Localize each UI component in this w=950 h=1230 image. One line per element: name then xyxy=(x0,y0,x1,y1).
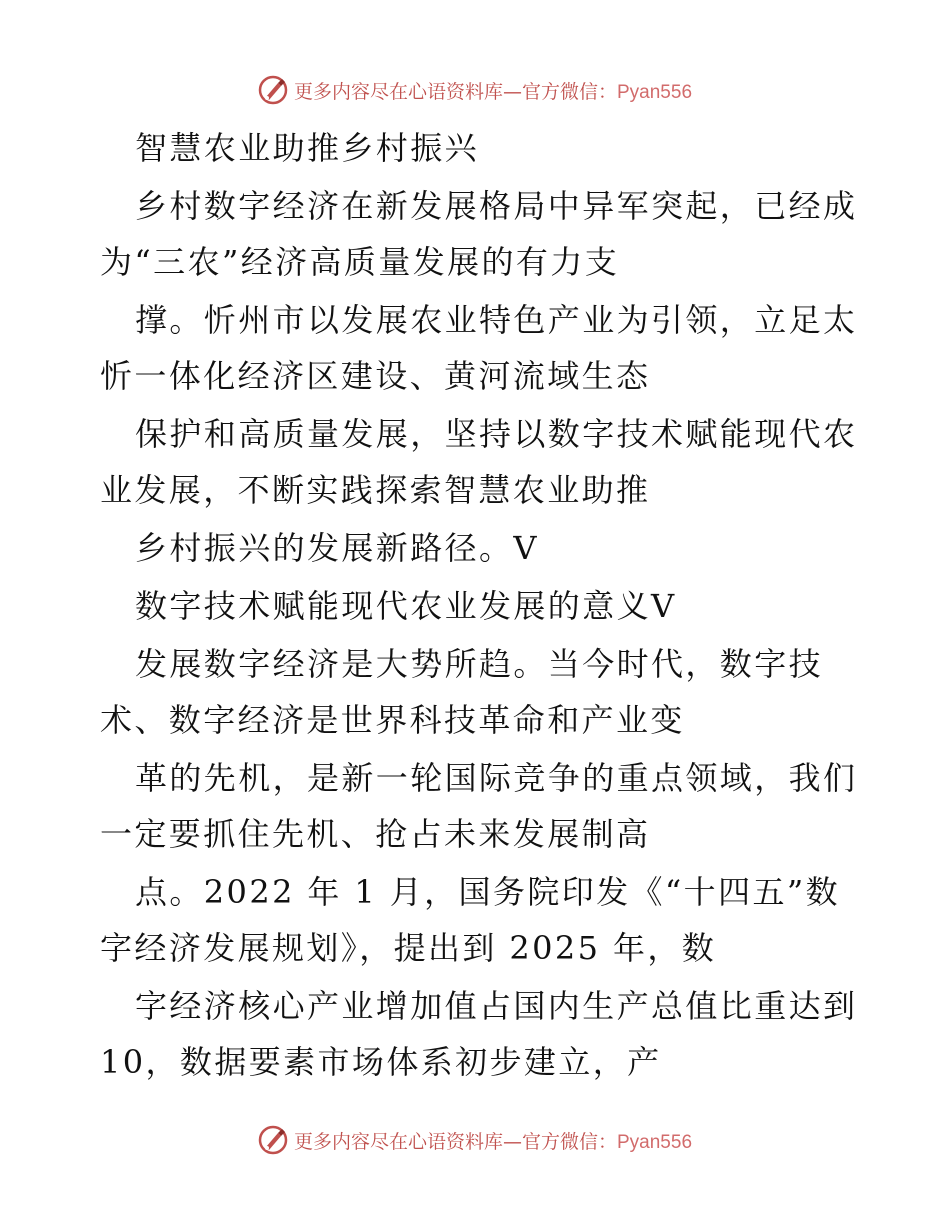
document-title: 智慧农业助推乡村振兴 xyxy=(135,129,480,167)
paragraph-line: 乡村振兴的发展新路径。V xyxy=(135,529,539,567)
pen-logo-icon xyxy=(258,1125,288,1155)
watermark-account: Pyan556 xyxy=(617,1131,693,1153)
watermark-brand: 更多内容尽在心语资料库 xyxy=(293,80,503,103)
paragraph-line: 为“三农”经济高质量发展的有力支 xyxy=(100,243,620,281)
watermark-account: Pyan556 xyxy=(617,81,693,103)
header-watermark xyxy=(0,70,950,110)
watermark-dash: — xyxy=(502,1130,522,1153)
paragraph-line: 术、数字经济是世界科技革命和产业变 xyxy=(100,701,685,739)
paragraph-line: 忻一体化经济区建设、黄河流域生态 xyxy=(100,357,651,395)
paragraph-line: 10，数据要素市场体系初步建立，产 xyxy=(100,1043,662,1081)
paragraph-line: 字经济发展规划》，提出到 2025 年，数 xyxy=(100,929,717,967)
paragraph-line: 保护和高质量发展，坚持以数字技术赋能现代农 xyxy=(135,415,858,453)
paragraph-line: 革的先机，是新一轮国际竞争的重点领域，我们 xyxy=(135,759,858,797)
footer-watermark xyxy=(0,1120,950,1160)
watermark-contact: 官方微信： xyxy=(521,1130,617,1153)
paragraph-line: 乡村数字经济在新发展格局中异军突起，已经成 xyxy=(135,187,858,225)
section-heading: 数字技术赋能现代农业发展的意义V xyxy=(135,587,677,625)
paragraph-line: 发展数字经济是大势所趋。当今时代，数字技 xyxy=(135,645,824,683)
watermark-text xyxy=(294,1127,692,1154)
paragraph-line: 撑。忻州市以发展农业特色产业为引领，立足太 xyxy=(135,301,858,339)
pen-logo-icon xyxy=(258,75,288,105)
paragraph-line: 点。2022 年 1 月，国务院印发《“十四五”数 xyxy=(135,873,841,911)
watermark-text xyxy=(294,77,692,104)
paragraph-line: 业发展，不断实践探索智慧农业助推 xyxy=(100,471,651,509)
watermark-brand: 更多内容尽在心语资料库 xyxy=(293,1130,503,1153)
watermark-dash: — xyxy=(502,80,522,103)
paragraph-line: 一定要抓住先机、抢占未来发展制高 xyxy=(100,815,651,853)
paragraph-line: 字经济核心产业增加值占国内生产总值比重达到 xyxy=(135,987,858,1025)
watermark-contact: 官方微信： xyxy=(521,80,617,103)
